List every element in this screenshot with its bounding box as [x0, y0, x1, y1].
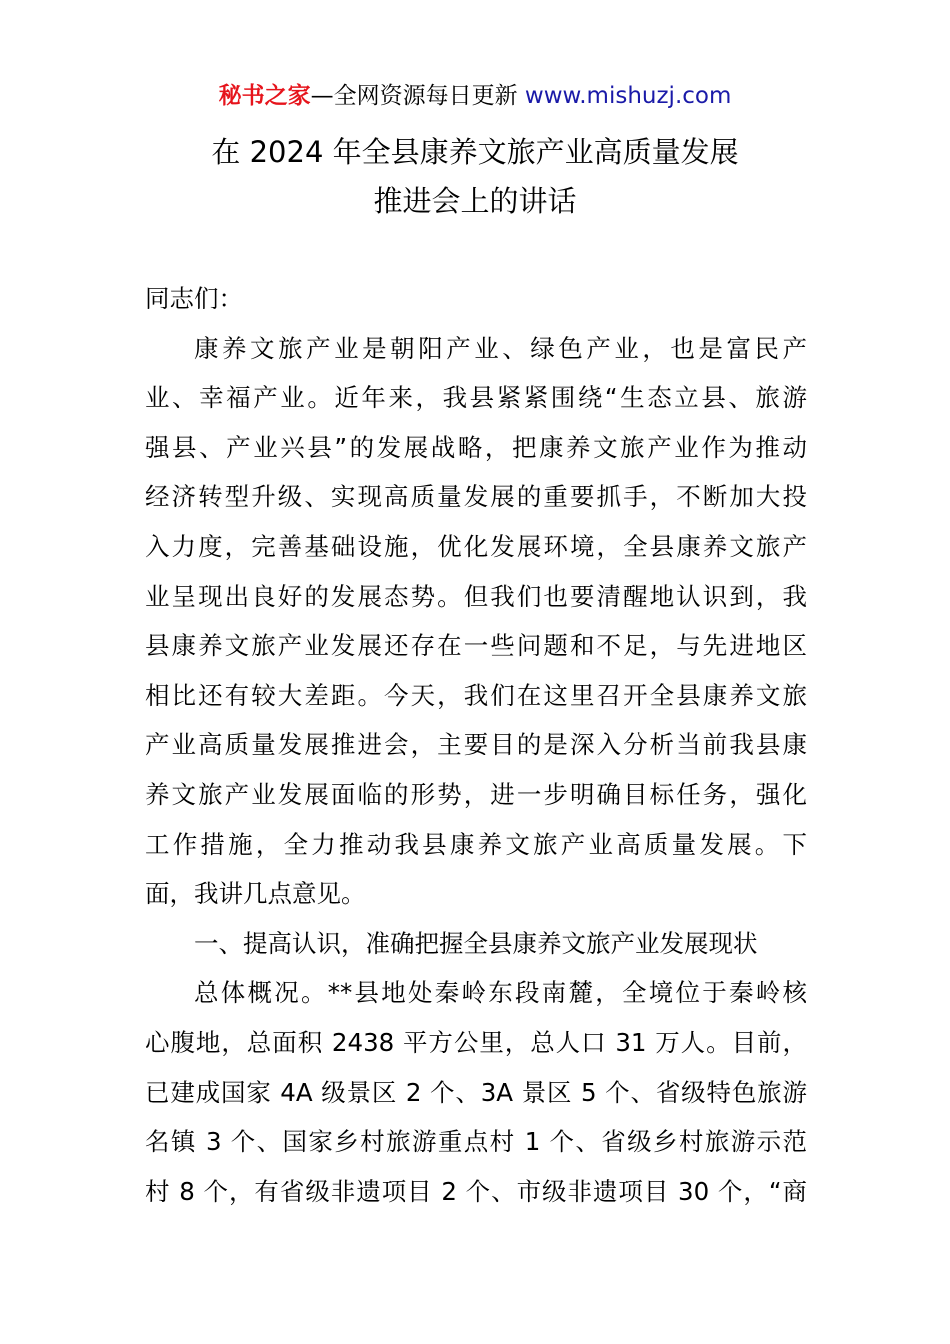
body-line: 业呈现出良好的发展态势。但我们也要清醒地认识到，我 [145, 581, 807, 611]
body-line: 名镇 3 个、国家乡村旅游重点村 1 个、省级乡村旅游示范 [145, 1127, 807, 1157]
speech-body [145, 274, 807, 1216]
body-line: 心腹地，总面积 2438 平方公里，总人口 31 万人。目前， [145, 1027, 807, 1057]
body-line: 业、幸福产业。近年来，我县紧紧围绕“生态立县、旅游 [145, 383, 807, 413]
section-heading: 一、提高认识，准确把握全县康养文旅产业发展现状 [194, 928, 758, 958]
title-line-2: 推进会上的讲话 [373, 184, 577, 218]
body-line: 养文旅产业发展面临的形势，进一步明确目标任务，强化 [145, 779, 807, 809]
title-line-1: 在 2024 年全县康养文旅产业高质量发展 [211, 135, 739, 169]
brand-name: 秘书之家 [218, 83, 311, 109]
salutation: 同志们： [145, 284, 243, 313]
body-line: 村 8 个，有省级非遗项目 2 个、市级非遗项目 30 个，“商 [145, 1176, 807, 1206]
body-line: 工作措施，全力推动我县康养文旅产业高质量发展。下 [145, 829, 807, 859]
site-header-banner [0, 80, 950, 112]
body-line: 入力度，完善基础设施，优化发展环境，全县康养文旅产 [145, 531, 807, 561]
body-line: 面，我讲几点意见。 [145, 879, 366, 909]
body-line: 经济转型升级、实现高质量发展的重要抓手，不断加大投 [145, 482, 807, 512]
body-line: 县康养文旅产业发展还存在一些问题和不足，与先进地区 [145, 631, 807, 661]
document-title [0, 128, 950, 226]
body-line: 总体概况。**县地处秦岭东段南麓，全境位于秦岭核 [194, 978, 807, 1008]
body-line: 康养文旅产业是朝阳产业、绿色产业，也是富民产 [194, 333, 807, 363]
body-line: 产业高质量发展推进会，主要目的是深入分析当前我县康 [145, 730, 807, 760]
header-slogan: —全网资源每日更新 [310, 83, 518, 109]
site-url-link[interactable]: www.mishuzj.com [524, 83, 732, 109]
body-line: 强县、产业兴县”的发展战略，把康养文旅产业作为推动 [145, 432, 807, 462]
body-line: 相比还有较大差距。今天，我们在这里召开全县康养文旅 [145, 680, 807, 710]
body-line: 已建成国家 4A 级景区 2 个、3A 景区 5 个、省级特色旅游 [145, 1077, 807, 1107]
